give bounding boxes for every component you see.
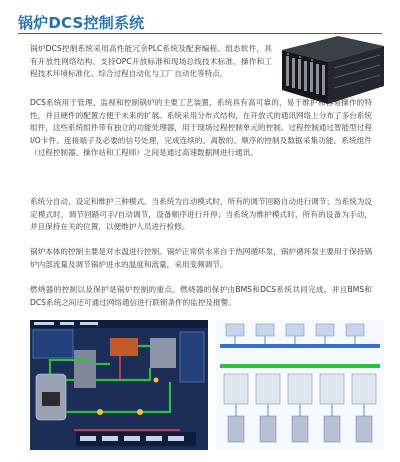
- boiler-hmi-screen: [30, 320, 208, 450]
- overview-paragraph: DCS系统用于管理、监视和控制锅炉的主要工艺装置，系统具有高可靠的，易于维护和容易操作的特性，并且硬件的配置方便于未来的扩展。系统采用分布式结构，在开放式的通讯网络上分布了多台系统组件，这些系统组件带有独立的功能处理器，用于现场过程控制单元的控制。过程控制通过智能型过程I/O卡件、连接端子及必要的信号处理，完成连续的、离散的、顺序的控制及数据采集功能。系统组件（过程控制器、操作站和工程师）之间是通过高速数据网进行通讯。: [30, 98, 372, 158]
- modes-paragraph: 系统分自动、设定和维护三种模式。当系统为自动模式时，所有的调节回路自动进行调节；当系统为设定模式时，调节回路可手/自动调节，设备顺序进行开停；当系统为维护模式时，所有的设备为手动，并且保持在关的位置，以便维护人员进行检修。: [30, 197, 372, 232]
- intro-paragraph: 锅炉DCS控制系统采用高性能冗余PLC系统及配套编程、组态软件，具有开放性网络结构、支持OPC开放标准和现场总线技术标准、操作和工程技术环境标准化、综合过程自动化与工厂自动化等特点。: [30, 44, 272, 79]
- plc-cabinet-icon: [276, 28, 388, 106]
- dcs-network-diagram: [216, 320, 384, 450]
- temperature-paragraph: 锅炉本体的控制主要是对水温进行控制。锅炉正常供水来自于热网循环泵，锅炉循环泵主要用于保持锅炉内部流量及调节锅炉进水的温度和流量，采用变频调节。: [30, 247, 372, 269]
- page-title: 锅炉DCS控制系统: [18, 14, 145, 32]
- burner-paragraph: 燃烧器的控制以及保护是锅炉控制的重点。燃烧器的保护由BMS和DCS系统共同完成，并且BMS和DCS系统之间还可通过网络通信进行联锁条件的监控及报警。: [30, 285, 372, 307]
